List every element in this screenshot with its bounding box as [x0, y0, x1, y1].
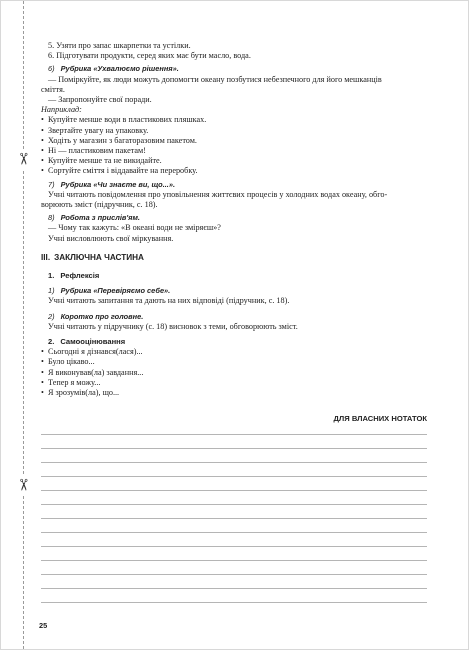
paragraph: Учні висловлюють свої міркування.: [48, 233, 174, 243]
list-item: • Сьогодні я дізнався(лася)...: [41, 347, 435, 357]
subsection-number: 7): [48, 179, 55, 189]
subsection-heading: [41, 286, 435, 296]
paragraph: сміття.: [41, 84, 65, 94]
list-item: • Купуйте менше та не викидайте.: [41, 156, 435, 166]
subsection-heading: [41, 64, 435, 74]
section-title: Самооцінювання: [60, 337, 126, 347]
paragraph: ворюють зміст (підручник, с. 18).: [41, 200, 158, 210]
subsection-title: Рубрика «Перевіряємо себе».: [60, 286, 171, 296]
subsection-title: Рубрика «Чи знаєте ви, що...».: [60, 179, 176, 189]
bullet-list: [41, 347, 435, 398]
subsection-title: Рубрика «Ухвалюємо рішення».: [60, 64, 179, 74]
subsection-number: 1): [48, 286, 55, 296]
list-item: • Було цікаво...: [41, 357, 435, 367]
part-heading: [41, 253, 435, 263]
part-number: ІІІ.: [41, 252, 51, 262]
list-item: • Ходіть у магазин з багаторазовим пакетом.: [41, 136, 435, 146]
note-line[interactable]: [41, 560, 427, 561]
note-line[interactable]: [41, 588, 427, 589]
note-line[interactable]: [41, 490, 427, 491]
note-line[interactable]: [41, 546, 427, 547]
scissors-icon: ✂: [13, 149, 33, 169]
subsection-title: Коротко про головне.: [60, 311, 144, 321]
subsection-number: 8): [48, 213, 55, 223]
paragraph: Учні читають запитання та дають на них відповіді (підручник, с. 18).: [48, 296, 290, 306]
scissors-icon: ✂: [13, 475, 33, 495]
section-number: 2.: [48, 337, 55, 347]
note-line[interactable]: [41, 476, 427, 477]
note-line[interactable]: [41, 602, 427, 603]
list-item: • Сортуйте сміття і віддавайте на переробку.: [41, 166, 435, 176]
list-item: • Звертайте увагу на упаковку.: [41, 126, 435, 136]
example-label: Наприклад:: [41, 105, 82, 115]
subsection-number: 6): [48, 64, 55, 74]
note-line[interactable]: [41, 448, 427, 449]
subsection-heading: [41, 180, 435, 190]
subsection-number: 2): [48, 311, 55, 321]
list-item: • Купуйте менше води в пластикових пляшках.: [41, 115, 435, 125]
list-item: • Ні — пластиковим пакетам!: [41, 146, 435, 156]
paragraph: — Чому так кажуть: «В океані води не зміряєш»?: [48, 223, 221, 233]
cut-line: [23, 1, 24, 649]
section-heading: [41, 271, 435, 281]
notes-title: ДЛЯ ВЛАСНИХ НОТАТОК: [333, 414, 427, 423]
note-line[interactable]: [41, 532, 427, 533]
list-item: 5. Узяти про запас шкарпетки та устілки.: [48, 41, 191, 50]
subsection-heading: [41, 213, 435, 223]
note-line[interactable]: [41, 434, 427, 435]
note-line[interactable]: [41, 574, 427, 575]
list-item: • Я виконував(ла) завдання...: [41, 368, 435, 378]
note-line[interactable]: [41, 462, 427, 463]
page-number: 25: [39, 621, 48, 630]
paragraph: Учні читають повідомлення про уповільнення життєвих процесів у холодних водах океану, обго-: [48, 189, 388, 199]
list-item: • Я зрозумів(ла), що...: [41, 388, 435, 398]
note-line[interactable]: [41, 504, 427, 505]
section-title: Рефлексія: [60, 271, 100, 281]
list-item: 6. Підготувати продукти, серед яких має бути масло, вода.: [48, 51, 251, 61]
lesson-content: [41, 41, 435, 398]
section-number: 1.: [48, 271, 55, 281]
list-item: • Тепер я можу...: [41, 378, 435, 388]
note-line[interactable]: [41, 518, 427, 519]
part-title: ЗАКЛЮЧНА ЧАСТИНА: [54, 252, 144, 262]
paragraph: Учні читають у підручнику (с. 18) висновок з теми, обговорюють зміст.: [48, 321, 298, 331]
bullet-list: [41, 115, 435, 176]
subsection-heading: [41, 312, 435, 322]
paragraph: — Запропонуйте свої поради.: [48, 95, 152, 105]
paragraph: — Поміркуйте, як люди можуть допомогти океану позбутися небезпечного для його мешканців: [48, 74, 382, 84]
section-heading: [41, 337, 435, 347]
subsection-title: Робота з прислів'ям.: [60, 213, 140, 223]
